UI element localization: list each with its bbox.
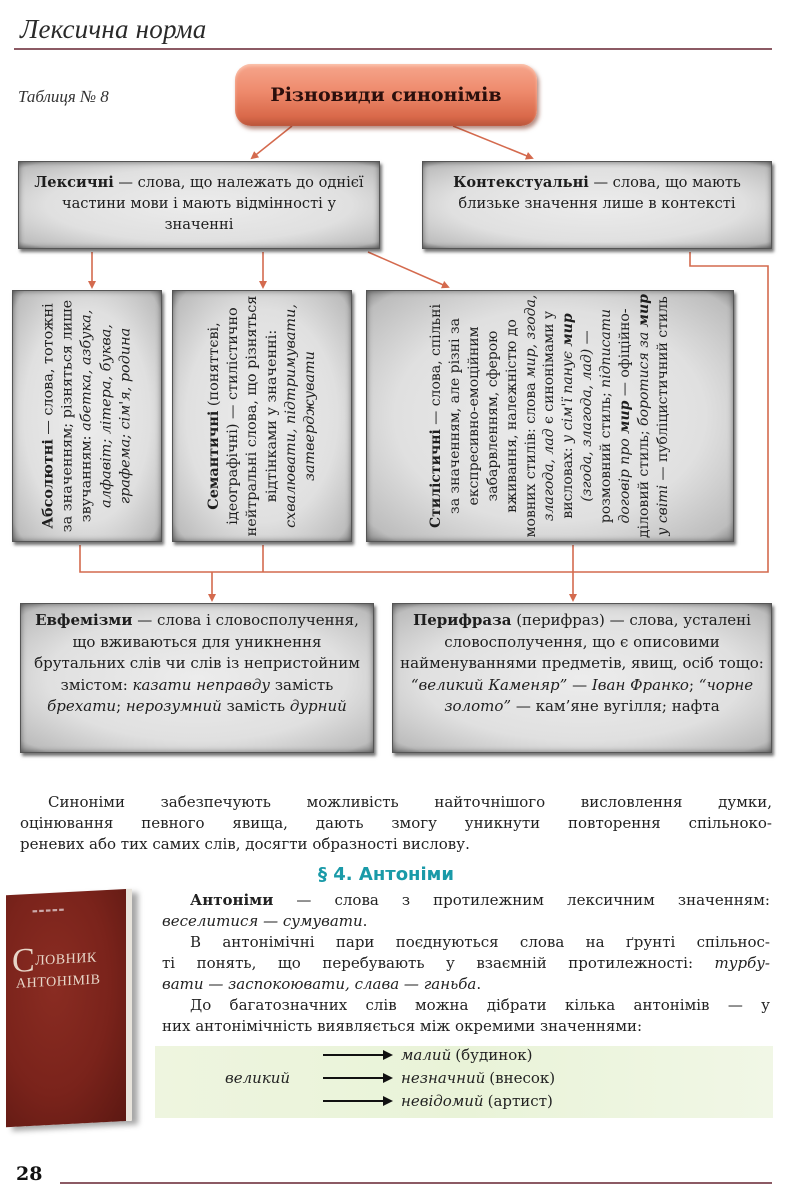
example-text: “чорне золото”	[444, 675, 754, 715]
book-title-initial: С	[12, 941, 36, 980]
node-stylistic-synonyms	[366, 290, 734, 542]
example-text: підписати договір про	[598, 308, 634, 524]
paragraph-line: реневих або тих самих слів, досягти образності вислову.	[20, 835, 470, 853]
antonym-context: (артист)	[487, 1092, 553, 1110]
examples-absolute: абетка, азбука, алфавіт; літера, буква, графема; сім'я, родина	[78, 309, 134, 508]
paragraph-line: Синоніми забезпечують можливість найточнішого висловлення думки,	[48, 793, 772, 811]
examples-semantic: схвалювати, підтримувати, затверджувати	[282, 304, 318, 528]
example-source-word: великий	[225, 1069, 291, 1087]
definition-text: — розмовний стиль;	[579, 330, 615, 524]
definition-text: — публіцистичний стиль	[654, 296, 671, 485]
punctuation: .	[476, 975, 482, 993]
polysemy-paragraph	[162, 995, 770, 1037]
node-absolute-synonyms	[12, 290, 162, 542]
arrow-right-icon	[323, 1050, 393, 1060]
example-row	[323, 1046, 532, 1064]
book-title	[12, 942, 100, 993]
antonyms-pairs-paragraph	[162, 932, 770, 995]
page-number: 28	[16, 1163, 43, 1185]
node-lexical-synonyms	[18, 161, 380, 249]
paragraph-line: оцінювання певного явища, дають змогу уникнути повторення спільноко-	[20, 814, 772, 832]
definition-periphrasis: (перифраз) — слова, усталені словосполучення, що є описовими найменуваннями предметів, явищ, осіб тощо:	[400, 611, 764, 672]
example-keyword: мир	[560, 313, 577, 347]
definition-text: — кам’яне вугілля; нафта	[511, 697, 720, 715]
paragraph-text: — слова з протилежним лексичним значенням:	[273, 891, 770, 909]
paragraph-line: них антонімічність виявляється між окремими значеннями:	[162, 1017, 643, 1035]
term-euphemism: Евфемізми	[35, 611, 133, 629]
example-row	[323, 1069, 555, 1087]
term-absolute: Абсолютні	[39, 439, 57, 529]
section-heading: § 4. Антоніми	[318, 864, 454, 885]
example-text: турбу-	[714, 954, 770, 972]
punctuation: .	[362, 912, 368, 930]
antonym-context: (внесок)	[489, 1069, 556, 1087]
connector-text: замість	[221, 697, 290, 715]
example-text: у світі	[654, 484, 671, 536]
node-contextual-synonyms	[422, 161, 772, 249]
separator: ;	[688, 675, 699, 694]
paragraph-line: До багатозначних слів можна дібрати кілька антонімів — у	[190, 996, 770, 1014]
definition-contextual: — слова, що мають близьке значення лише в контексті	[458, 174, 741, 212]
top-divider	[14, 48, 772, 50]
example-text: вати — заспокоювати, слава — ганьба	[162, 975, 477, 993]
term-contextual: Контекстуальні	[453, 174, 589, 191]
example-text: мир, згода, злагода, лад	[522, 294, 558, 522]
example-row	[323, 1092, 553, 1110]
book-title-line: АНТОНІМІВ	[16, 972, 101, 992]
example-text: дурний	[289, 697, 347, 715]
term-stylistic: Стилістичні	[428, 429, 445, 528]
table-label: Таблиця № 8	[18, 87, 109, 106]
definition-lexical: — слова, що належать до однієї частини мови і мають відмінності у значенні	[61, 174, 364, 233]
node-semantic-synonyms	[172, 290, 352, 542]
definition-text: — офіційно-діловий стиль;	[617, 308, 653, 538]
definition-semantic: (поняттєві, ідеографічні) — стилістично нейтральні слова, що різняться відтінками у значенні:	[205, 295, 280, 537]
separator: ;	[116, 697, 126, 715]
antonym-example-block	[155, 1046, 773, 1118]
antonym-word: малий	[401, 1046, 452, 1064]
example-text: веселитися — сумувати	[162, 912, 363, 930]
example-keyword: мир	[617, 400, 634, 434]
bottom-divider	[60, 1182, 772, 1184]
definition-euphemism: — слова і словосполучення, що вживаються для уникнення брутальних слів чи слів із непристойним змістом:	[34, 611, 360, 694]
definition-stylistic: — слова, спільні за значенням, але різні за експресивно-емоційним забарвленням, сферою вживання, належністю до мовних стилів: слова	[428, 304, 539, 538]
term-periphrasis: Перифраза	[413, 611, 512, 629]
example-text: (згода, злагода, лад)	[579, 348, 596, 502]
definition-text: є синонімами у висловах:	[541, 310, 577, 519]
paragraph-line: В антонімічні пари поєднуються слова на ґрунті спільнос-	[190, 933, 770, 951]
antonym-word: незначний	[401, 1069, 486, 1087]
book-cover-image	[6, 889, 132, 1128]
arrow-right-icon	[323, 1073, 393, 1083]
paragraph-text: ті понять, що перебувають у взаємній протилежності:	[162, 954, 715, 972]
example-keyword: мир	[636, 294, 653, 328]
term-lexical: Лексичні	[34, 174, 114, 191]
node-euphemisms	[20, 603, 374, 753]
example-text: у сім'ї панує	[560, 346, 577, 443]
example-text: казати неправду	[132, 675, 271, 694]
antonym-context: (будинок)	[455, 1046, 533, 1064]
example-text: Іван Франко	[591, 675, 689, 694]
antonym-word: невідомий	[401, 1092, 484, 1110]
term-antonyms: Антоніми	[190, 891, 274, 909]
example-text: “великий Каменяр”	[410, 675, 568, 694]
node-periphrasis	[392, 603, 772, 753]
book-author-line: ▬▬▬▬▬	[32, 906, 66, 915]
connector-text: —	[567, 675, 592, 694]
example-text: нерозумний	[125, 697, 222, 715]
antonyms-definition	[162, 890, 770, 932]
synonyms-paragraph	[20, 792, 772, 855]
connector-text: замість	[270, 675, 334, 694]
example-text: боротися за	[636, 327, 653, 426]
book-title-line: ЛОВНИК	[35, 950, 97, 969]
definition-absolute: — слова, тотожні за значенням; різняться лише звучанням:	[40, 299, 95, 533]
chapter-title: Лексична норма	[20, 14, 207, 44]
arrow-right-icon	[323, 1096, 393, 1106]
term-semantic: Семантичні	[204, 410, 222, 510]
root-node-synonym-types: Різновиди синонімів	[235, 64, 537, 126]
example-text: брехати	[47, 697, 117, 715]
